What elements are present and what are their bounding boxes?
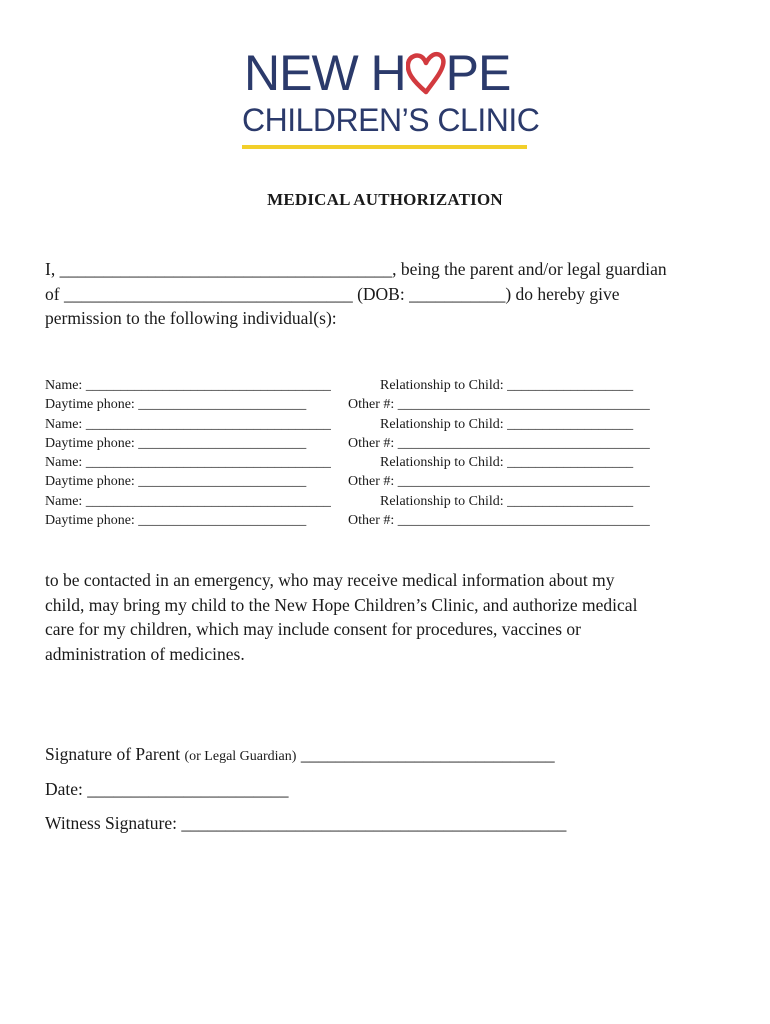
body-line: care for my children, which may include consent for procedures, vaccines or xyxy=(45,619,581,639)
document-title: MEDICAL AUTHORIZATION xyxy=(267,190,503,209)
intro-line: of _________________________________ (DOB: ___________) do hereby give xyxy=(45,283,620,304)
contact-name-row xyxy=(45,453,725,472)
logo-wordmark-top xyxy=(244,44,510,102)
authorization-paragraph xyxy=(45,568,735,666)
logo-text-pe: PE xyxy=(445,45,511,101)
heart-icon xyxy=(406,50,446,100)
contact-relationship-field: Relationship to Child: __________________ xyxy=(380,378,634,393)
intro-line: I, ______________________________________, being the parent and/or legal guardian xyxy=(45,259,667,279)
intro-line: permission to the following individual(s): xyxy=(45,308,337,328)
body-line: administration of medicines. xyxy=(45,643,245,664)
contact-relationship-field: Relationship to Child: __________________ xyxy=(380,416,634,432)
contact-daytime-phone-field: Daytime phone: ________________________ xyxy=(45,513,307,529)
logo-underline-bar xyxy=(242,145,527,149)
body-line: to be contacted in an emergency, who may receive medical information about my xyxy=(45,570,615,590)
contact-relationship-field: Relationship to Child: __________________ xyxy=(380,455,634,471)
clinic-logo xyxy=(240,44,540,154)
logo-wordmark-bottom: CHILDREN’S CLINIC xyxy=(242,102,540,138)
contact-daytime-phone-field: Daytime phone: ________________________ xyxy=(45,435,307,451)
intro-paragraph xyxy=(45,257,735,331)
contact-name-field: Name: ___________________________________ xyxy=(45,455,331,471)
witness-signature-line: Witness Signature: ____________________________________________ xyxy=(45,813,567,833)
contact-name-row xyxy=(45,492,725,511)
parent-signature-blank: _____________________________ xyxy=(296,744,555,764)
parent-signature-line xyxy=(45,744,555,765)
contact-name-row xyxy=(45,415,725,434)
contact-name-row xyxy=(45,376,725,395)
contact-name-field: Name: ___________________________________ xyxy=(45,416,331,432)
contact-other-phone-field: Other #: ____________________________________ xyxy=(348,474,650,490)
legal-guardian-note: (or Legal Guardian) xyxy=(184,749,297,764)
body-line: child, may bring my child to the New Hope Children’s Clinic, and authorize medical xyxy=(45,594,638,615)
contact-relationship-field: Relationship to Child: __________________ xyxy=(380,493,634,509)
contact-phone-row xyxy=(45,472,725,491)
contact-other-phone-field: Other #: ____________________________________ xyxy=(348,513,650,529)
contacts-section xyxy=(45,376,725,530)
contact-name-field: Name: ___________________________________ xyxy=(45,378,331,393)
contact-daytime-phone-field: Daytime phone: ________________________ xyxy=(45,397,307,413)
contact-phone-row xyxy=(45,511,725,530)
contact-phone-row xyxy=(45,434,725,453)
contact-name-field: Name: ___________________________________ xyxy=(45,493,331,509)
date-line: Date: _______________________ xyxy=(45,779,289,799)
contact-other-phone-field: Other #: ____________________________________ xyxy=(348,397,650,413)
contact-other-phone-field: Other #: ____________________________________ xyxy=(348,435,650,451)
contact-phone-row xyxy=(45,395,725,414)
contact-daytime-phone-field: Daytime phone: ________________________ xyxy=(45,474,307,490)
parent-signature-label: Signature of Parent xyxy=(45,744,185,764)
logo-text-new-h: NEW H xyxy=(244,45,406,101)
